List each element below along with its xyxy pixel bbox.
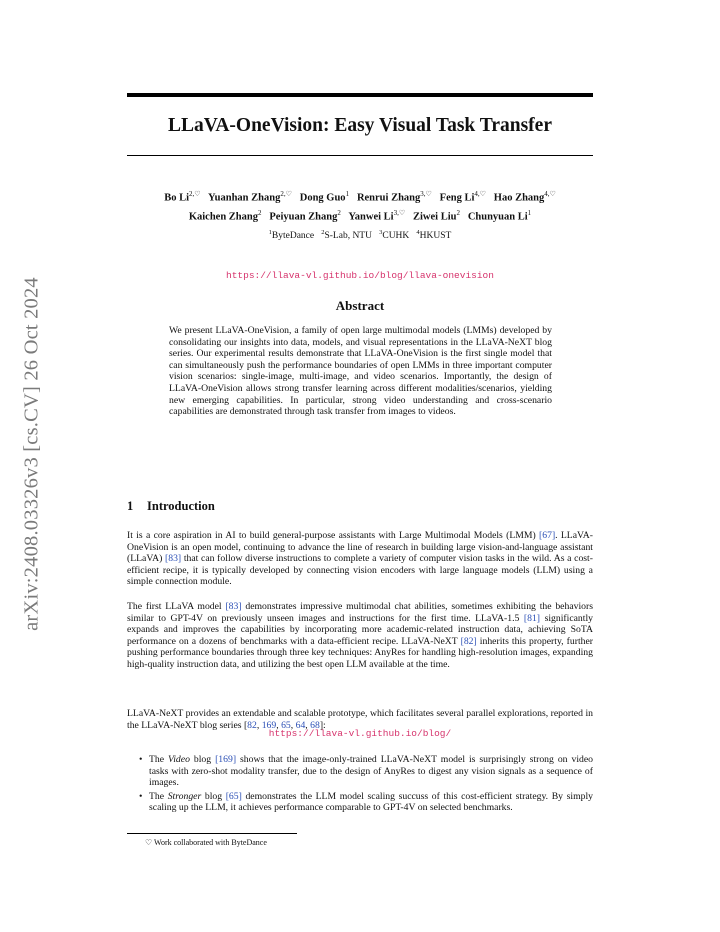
author: Renrui Zhang [356,192,421,204]
author: Feng Li [439,192,475,204]
affiliation: HKUST [419,231,452,242]
affiliation: ByteDance [271,231,315,242]
paper-title: LLaVA-OneVision: Easy Visual Task Transfer [168,115,552,136]
list-item: • The Video blog [169] shows that the image-only-trained LLaVA-NeXT model is surprisingly strong on video tasks with zero-shot modality transfer, due to the design of AnyRes to digest any vision signals as a sequence of images. [139,754,593,789]
author-affil: 1 [345,190,350,198]
bullet-icon: • [139,754,143,765]
citation-link[interactable]: [81] [523,612,541,624]
author-affil: 1 [527,208,532,217]
affil-marker: 2 [321,229,325,236]
author-affil: 4,♡ [544,190,556,198]
author: Ziwei Liu [412,211,457,222]
author-line-2 [127,206,593,225]
citation-link[interactable]: 68 [310,719,320,731]
abstract-text: We present LLaVA-OneVision, a family of open large multimodal models (LMMs) developed by consolidating our insights into data, models, and visual representations in the LLaVA-NeXT blog series. Our experimental results demonstrate that LLaVA-OneVision is the first single model that can simultaneously push the performance boundaries of open LMMs in three important computer vision scenarios: single-image, multi-image, and video scenarios. Importantly, the design of LLaVA-OneVision allows strong transfer learning across different modalities/scenarios, yielding new emerging capabilities. In particular, strong video understanding and cross-scenario capabilities are demonstrated through task transfer from images to videos. [169,325,552,418]
author-affil: 2 [337,208,341,217]
citation-link[interactable]: 169 [261,719,277,731]
author-affil: 2,♡ [280,190,292,198]
affiliation: S-Lab, NTU [324,231,372,242]
section-heading [127,499,215,514]
title-top-rule [127,93,593,97]
author: Kaichen Zhang [188,211,258,222]
affiliation: CUHK [382,231,410,242]
affil-marker: 1 [268,229,272,236]
intro-paragraph-3: LLaVA-NeXT provides an extendable and scalable prototype, which facilitates several parallel explorations, reported in the LLaVA-NeXT blog series [82, 169, 65, 64, 68]: [127,708,593,731]
citation-link[interactable]: [65] [225,790,242,802]
citation-link[interactable]: 65 [281,719,291,731]
affil-marker: 4 [416,229,420,236]
footnote: ♡ Work collaborated with ByteDance [145,838,267,847]
author-affil: 3,♡ [393,208,406,217]
author-affil: 3,♡ [420,190,432,198]
project-url-link[interactable]: https://llava-vl.github.io/blog/llava-onevision [226,270,494,281]
footnote-rule [127,833,297,834]
arxiv-identifier: arXiv:2408.03326v3 [cs.CV] 26 Oct 2024 [20,277,43,631]
list-item: • The Stronger blog [65] demonstrates the LLM model scaling succuss of this cost-efficient strategy. By simply scaling up the LLM, it achieves performance comparable to GPT-4V on selected benchmarks. [139,790,594,814]
bullet-list [137,754,593,816]
citation-link[interactable]: 82 [247,719,257,731]
author-affil: 2 [456,208,460,217]
citation-link[interactable]: [169] [215,754,237,765]
title-bottom-rule [127,155,593,156]
citation-link[interactable]: [83] [225,601,242,612]
section-title: Introduction [147,499,215,513]
section-number: 1 [127,499,134,513]
intro-paragraph-1: It is a core aspiration in AI to build general-purpose assistants with Large Multimodal Models (LMM) [67]. LLaVA-OneVision is an open model, continuing to advance the line of research in building large vision-and-language assistant (LLaVA) [83] that can follow diverse instructions to complete a variety of computer vision tasks in the wild. As a cost-efficient recipe, it is typically developed by connecting vision encoders with large language models (LLM) using a simple connection module. [127,530,593,588]
author: Hao Zhang [493,192,545,204]
blog-url-link[interactable]: https://llava-vl.github.io/blog/ [268,728,452,739]
citation-link[interactable]: [67] [539,530,556,541]
affiliations [127,229,593,241]
intro-paragraph-2: The first LLaVA model [83] demonstrates impressive multimodal chat abilities, sometimes exhibiting the behaviors similar to GPT-4V on previously unseen images and instructions for the first time. LLaVA-1.5 [81] significantly expands and improves the capabilities by incorporating more academic-related instruction data, achieving SoTA performance on a dozens of benchmarks with a data-efficient recipe. LLaVA-NeXT [82] inherits this property, further pushing performance boundaries through three key techniques: AnyRes for handling high-resolution images, expanding high-quality instruction data, and utilizing the best open LLM available at the time. [127,601,594,670]
author: Chunyuan Li [467,211,528,222]
author: Yanwei Li [348,211,394,222]
arxiv-sidebar [12,248,52,660]
author-affil: 4,♡ [474,190,486,198]
abstract-heading: Abstract [335,298,385,313]
author: Bo Li [164,192,190,204]
author: Dong Guo [299,192,346,204]
author-affil: 2,♡ [189,190,201,198]
citation-link[interactable]: [82] [460,635,477,647]
affil-marker: 3 [379,229,383,236]
citation-link[interactable]: [83] [165,553,182,565]
author-line-1 [127,187,593,206]
author-list [127,187,593,224]
author: Yuanhan Zhang [208,192,281,204]
citation-link[interactable]: 64 [295,719,306,731]
bullet-icon: • [139,790,143,802]
author: Peiyuan Zhang [269,211,338,222]
author-affil: 2 [258,208,262,217]
